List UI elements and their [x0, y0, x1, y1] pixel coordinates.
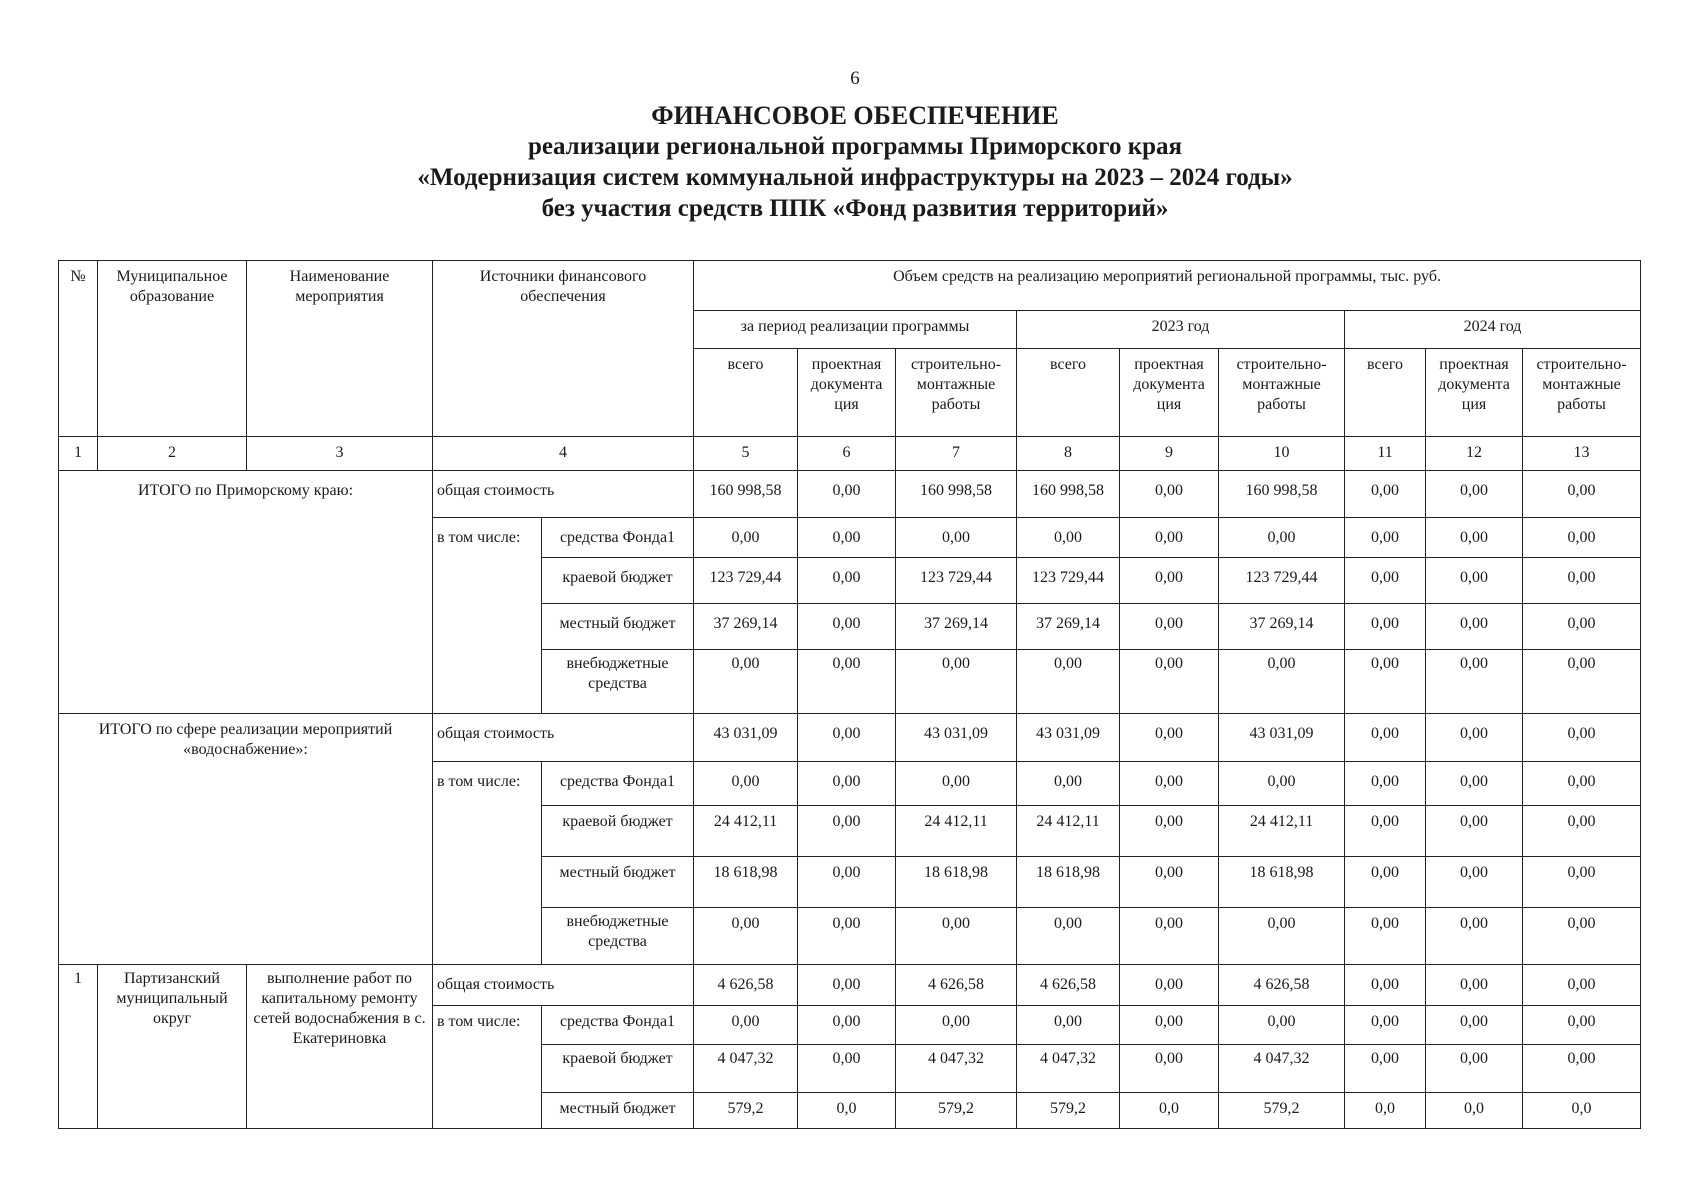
value-cell: 0,00: [1120, 518, 1219, 558]
value-cell: 18 618,98: [1017, 857, 1120, 908]
value-cell: 160 998,58: [1017, 471, 1120, 518]
value-cell: 0,00: [1120, 1006, 1219, 1045]
col-num: 5: [694, 437, 798, 471]
value-cell: 0,00: [1426, 604, 1523, 650]
value-cell: 0,00: [798, 857, 896, 908]
col-num: 6: [798, 437, 896, 471]
value-cell: 0,00: [1426, 471, 1523, 518]
value-cell: 0,00: [798, 762, 896, 806]
extrabudget-label: внебюджетные средства: [542, 650, 694, 714]
extrabudget-label: внебюджетные средства: [542, 908, 694, 965]
value-cell: 37 269,14: [1017, 604, 1120, 650]
value-cell: 37 269,14: [694, 604, 798, 650]
value-cell: 0,00: [1345, 650, 1426, 714]
value-cell: 4 626,58: [1017, 965, 1120, 1006]
value-cell: 0,0: [1523, 1093, 1641, 1129]
including-label: в том числе:: [433, 762, 542, 965]
value-cell: 0,00: [1426, 965, 1523, 1006]
value-cell: 0,00: [1017, 762, 1120, 806]
header-period-total: за период реализации программы: [694, 311, 1017, 349]
financing-table: [58, 260, 1641, 1129]
value-cell: 4 047,32: [1219, 1045, 1345, 1093]
fund-label: средства Фонда1: [542, 1006, 694, 1045]
sub-construction: строительно-монтажные работы: [896, 349, 1017, 437]
value-cell: 0,00: [1120, 471, 1219, 518]
value-cell: 0,00: [1219, 650, 1345, 714]
value-cell: 0,00: [1426, 518, 1523, 558]
value-cell: 24 412,11: [1017, 806, 1120, 857]
page-number: 6: [850, 68, 860, 89]
header-volume: Объем средств на реализацию мероприятий региональной программы, тыс. руб.: [694, 261, 1641, 311]
title-line-1: ФИНАНСОВОЕ ОБЕСПЕЧЕНИЕ: [651, 101, 1059, 130]
value-cell: 0,00: [1017, 650, 1120, 714]
local-label: местный бюджет: [542, 857, 694, 908]
value-cell: 0,00: [1345, 965, 1426, 1006]
title-line-3: «Модернизация систем коммунальной инфраструктуры на 2023 – 2024 годы»: [417, 164, 1293, 191]
value-cell: 0,00: [1345, 762, 1426, 806]
value-cell: 0,00: [1345, 714, 1426, 762]
value-cell: 0,00: [1426, 1006, 1523, 1045]
value-cell: 4 047,32: [694, 1045, 798, 1093]
value-cell: 4 626,58: [694, 965, 798, 1006]
value-cell: 18 618,98: [694, 857, 798, 908]
value-cell: 0,00: [1120, 908, 1219, 965]
value-cell: 0,00: [1345, 1006, 1426, 1045]
value-cell: 579,2: [694, 1093, 798, 1129]
value-cell: 0,0: [798, 1093, 896, 1129]
item-num: 1: [59, 965, 98, 1129]
value-cell: 0,00: [896, 908, 1017, 965]
item-municipality: Партизанский муниципальный округ: [98, 965, 247, 1129]
value-cell: 24 412,11: [694, 806, 798, 857]
value-cell: 0,0: [1345, 1093, 1426, 1129]
value-cell: 0,00: [1426, 1045, 1523, 1093]
value-cell: 0,00: [1017, 518, 1120, 558]
value-cell: 4 047,32: [1017, 1045, 1120, 1093]
value-cell: 0,00: [1523, 965, 1641, 1006]
total-cost-label: общая стоимость: [433, 471, 694, 518]
value-cell: 0,00: [1426, 908, 1523, 965]
value-cell: 43 031,09: [1219, 714, 1345, 762]
item-event: выполнение работ по капитальному ремонту сетей водоснабжения в с. Екатериновка: [247, 965, 433, 1129]
value-cell: 24 412,11: [896, 806, 1017, 857]
value-cell: 37 269,14: [896, 604, 1017, 650]
value-cell: 0,00: [1523, 806, 1641, 857]
sub-total: всего: [1345, 349, 1426, 437]
local-label: местный бюджет: [542, 604, 694, 650]
value-cell: 0,00: [798, 806, 896, 857]
col-num: 9: [1120, 437, 1219, 471]
value-cell: 18 618,98: [1219, 857, 1345, 908]
value-cell: 0,00: [1345, 558, 1426, 604]
col-num: 12: [1426, 437, 1523, 471]
sub-total: всего: [1017, 349, 1120, 437]
title-line-2: реализации региональной программы Приморского края: [527, 133, 1183, 160]
value-cell: 0,00: [1523, 714, 1641, 762]
table-row: [59, 471, 1641, 518]
value-cell: 0,00: [1523, 1006, 1641, 1045]
col-num: 10: [1219, 437, 1345, 471]
value-cell: 0,00: [1219, 762, 1345, 806]
column-numbers-row: [59, 437, 1641, 471]
header-year-2023: 2023 год: [1017, 311, 1345, 349]
value-cell: 579,2: [896, 1093, 1017, 1129]
col-num: 2: [98, 437, 247, 471]
value-cell: 0,00: [798, 714, 896, 762]
value-cell: 0,00: [798, 1045, 896, 1093]
value-cell: 0,00: [1345, 471, 1426, 518]
value-cell: 0,00: [798, 471, 896, 518]
value-cell: 0,00: [1523, 471, 1641, 518]
value-cell: 0,00: [1523, 1045, 1641, 1093]
value-cell: 0,00: [1345, 604, 1426, 650]
value-cell: 0,00: [1426, 714, 1523, 762]
value-cell: 0,00: [896, 518, 1017, 558]
value-cell: 579,2: [1017, 1093, 1120, 1129]
value-cell: 0,00: [896, 762, 1017, 806]
header-event-name: Наименование мероприятия: [247, 261, 433, 437]
value-cell: 123 729,44: [1219, 558, 1345, 604]
value-cell: 0,00: [1426, 650, 1523, 714]
value-cell: 0,00: [896, 650, 1017, 714]
sub-construction: строительно-монтажные работы: [1219, 349, 1345, 437]
value-cell: 0,00: [1523, 908, 1641, 965]
total-cost-label: общая стоимость: [433, 965, 694, 1006]
value-cell: 0,00: [798, 1006, 896, 1045]
value-cell: 0,00: [798, 604, 896, 650]
value-cell: 0,00: [1523, 762, 1641, 806]
value-cell: 0,00: [1523, 857, 1641, 908]
value-cell: 0,00: [1345, 857, 1426, 908]
title-line-4: без участия средств ППК «Фонд развития территорий»: [541, 195, 1169, 222]
value-cell: 37 269,14: [1219, 604, 1345, 650]
value-cell: 0,00: [1345, 806, 1426, 857]
fund-label: средства Фонда1: [542, 518, 694, 558]
value-cell: 0,00: [1017, 1006, 1120, 1045]
value-cell: 4 047,32: [896, 1045, 1017, 1093]
section-title: ИТОГО по сфере реализации мероприятий «водоснабжение»:: [59, 714, 433, 965]
value-cell: 0,00: [694, 908, 798, 965]
value-cell: 0,0: [1120, 1093, 1219, 1129]
value-cell: 0,00: [1426, 558, 1523, 604]
including-label: в том числе:: [433, 518, 542, 714]
fund-label: средства Фонда1: [542, 762, 694, 806]
header-sources: Источники финансового обеспечения: [433, 261, 694, 437]
value-cell: 0,00: [1523, 604, 1641, 650]
regional-label: краевой бюджет: [542, 558, 694, 604]
sub-total: всего: [694, 349, 798, 437]
value-cell: 0,00: [1120, 1045, 1219, 1093]
value-cell: 0,0: [1426, 1093, 1523, 1129]
table-row: [59, 714, 1641, 762]
value-cell: 4 626,58: [896, 965, 1017, 1006]
value-cell: 0,00: [1120, 558, 1219, 604]
value-cell: 123 729,44: [896, 558, 1017, 604]
value-cell: 0,00: [1345, 908, 1426, 965]
col-num: 8: [1017, 437, 1120, 471]
value-cell: 0,00: [1523, 518, 1641, 558]
value-cell: 160 998,58: [694, 471, 798, 518]
value-cell: 0,00: [1219, 518, 1345, 558]
value-cell: 0,00: [1017, 908, 1120, 965]
value-cell: 43 031,09: [694, 714, 798, 762]
col-num: 4: [433, 437, 694, 471]
value-cell: 43 031,09: [896, 714, 1017, 762]
value-cell: 0,00: [1523, 558, 1641, 604]
header-municipality: Муниципальное образование: [98, 261, 247, 437]
value-cell: 0,00: [798, 908, 896, 965]
value-cell: 43 031,09: [1017, 714, 1120, 762]
value-cell: 0,00: [1120, 857, 1219, 908]
value-cell: 0,00: [1426, 806, 1523, 857]
col-num: 1: [59, 437, 98, 471]
value-cell: 0,00: [896, 1006, 1017, 1045]
header-year-2024: 2024 год: [1345, 311, 1641, 349]
value-cell: 0,00: [1523, 650, 1641, 714]
value-cell: 0,00: [1219, 908, 1345, 965]
value-cell: 160 998,58: [1219, 471, 1345, 518]
local-label: местный бюджет: [542, 1093, 694, 1129]
value-cell: 0,00: [1219, 1006, 1345, 1045]
value-cell: 0,00: [1426, 762, 1523, 806]
regional-label: краевой бюджет: [542, 806, 694, 857]
value-cell: 0,00: [798, 518, 896, 558]
value-cell: 0,00: [1120, 604, 1219, 650]
col-num: 7: [896, 437, 1017, 471]
total-cost-label: общая стоимость: [433, 714, 694, 762]
value-cell: 0,00: [694, 650, 798, 714]
including-label: в том числе:: [433, 1006, 542, 1129]
value-cell: 0,00: [694, 518, 798, 558]
value-cell: 4 626,58: [1219, 965, 1345, 1006]
value-cell: 0,00: [798, 965, 896, 1006]
value-cell: 0,00: [1120, 806, 1219, 857]
regional-label: краевой бюджет: [542, 1045, 694, 1093]
value-cell: 0,00: [1426, 857, 1523, 908]
sub-project: проектная документа ция: [1120, 349, 1219, 437]
value-cell: 0,00: [1120, 714, 1219, 762]
value-cell: 0,00: [694, 762, 798, 806]
value-cell: 0,00: [1120, 762, 1219, 806]
sub-construction: строительно-монтажные работы: [1523, 349, 1641, 437]
value-cell: 0,00: [1345, 518, 1426, 558]
value-cell: 579,2: [1219, 1093, 1345, 1129]
col-num: 11: [1345, 437, 1426, 471]
value-cell: 123 729,44: [1017, 558, 1120, 604]
col-num: 3: [247, 437, 433, 471]
value-cell: 0,00: [1120, 965, 1219, 1006]
value-cell: 123 729,44: [694, 558, 798, 604]
value-cell: 0,00: [1345, 1045, 1426, 1093]
value-cell: 0,00: [694, 1006, 798, 1045]
value-cell: 160 998,58: [896, 471, 1017, 518]
header-row-1: [59, 261, 1641, 311]
col-num: 13: [1523, 437, 1641, 471]
section-title: ИТОГО по Приморскому краю:: [59, 471, 433, 714]
document-title: [0, 100, 1695, 224]
value-cell: 0,00: [798, 650, 896, 714]
sub-project: проектная документа ция: [798, 349, 896, 437]
table-row: [59, 965, 1641, 1006]
value-cell: 0,00: [1120, 650, 1219, 714]
sub-project: проектная документа ция: [1426, 349, 1523, 437]
value-cell: 18 618,98: [896, 857, 1017, 908]
value-cell: 0,00: [798, 558, 896, 604]
value-cell: 24 412,11: [1219, 806, 1345, 857]
header-num: №: [59, 261, 98, 437]
